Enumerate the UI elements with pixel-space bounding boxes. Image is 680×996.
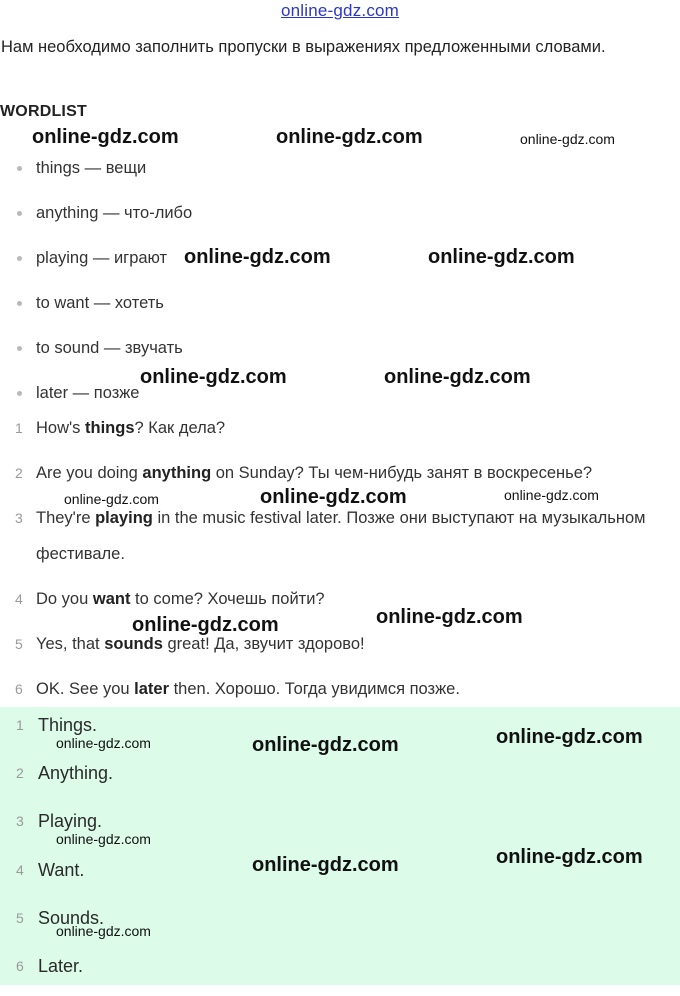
answer-text: Want. <box>38 859 85 880</box>
watermark: online-gdz.com <box>184 246 331 268</box>
wordlist-item-text: things — вещи <box>36 159 147 177</box>
watermark: online-gdz.com <box>252 734 399 756</box>
example-text: in the music festival later. Позже они выступают на музыкальном фестивале. <box>36 509 646 563</box>
answer-text: Things. <box>38 715 98 735</box>
wordlist-item-text: later — позже <box>36 384 140 402</box>
wordlist-item <box>0 240 680 285</box>
wordlist-item-text: anything — что-либо <box>36 204 193 222</box>
watermark: online-gdz.com <box>56 735 151 751</box>
example-text: great! Да, звучит здорово! <box>162 635 365 653</box>
watermark: online-gdz.com <box>496 846 643 868</box>
example-number: 1 <box>15 420 23 436</box>
example-text: to come? Хочешь пойти? <box>130 590 325 608</box>
bullet-icon <box>17 391 22 396</box>
example-number: 6 <box>15 681 23 697</box>
answer-number: 1 <box>16 717 24 733</box>
example-text: OK. See you <box>36 680 135 698</box>
example-item <box>0 581 680 626</box>
bullet-icon <box>17 346 22 351</box>
answer-number: 4 <box>16 861 24 878</box>
watermark: online-gdz.com <box>520 131 615 147</box>
answer-number: 2 <box>16 765 24 782</box>
answer-text: Later. <box>38 955 84 976</box>
wordlist-item-text: to sound — звучать <box>36 339 183 357</box>
wordlist <box>0 150 680 420</box>
example-text: on Sunday? Ты чем-нибудь занят в воскресенье? <box>211 464 593 482</box>
wordlist-item <box>0 285 680 330</box>
answer-text: Anything. <box>38 763 114 784</box>
watermark: online-gdz.com <box>276 126 423 148</box>
wordlist-item <box>0 330 680 375</box>
bullet-icon <box>17 166 22 171</box>
answer-text: Playing. <box>38 811 103 832</box>
example-item <box>0 626 680 671</box>
answer-number: 6 <box>16 957 24 974</box>
example-keyword: anything <box>142 464 212 482</box>
watermark: online-gdz.com <box>376 606 523 628</box>
example-item <box>0 500 680 581</box>
example-number: 4 <box>15 591 23 607</box>
answer-number: 3 <box>16 813 24 830</box>
watermark: online-gdz.com <box>504 487 599 503</box>
example-text: ? Как дела? <box>134 419 226 437</box>
bullet-icon <box>17 301 22 306</box>
task-intro: Нам необходимо заполнить пропуски в выражениях предложенными словами. <box>1 38 606 56</box>
site-link[interactable]: online-gdz.com <box>280 1 400 20</box>
example-sentences <box>0 410 680 716</box>
wordlist-item <box>0 150 680 195</box>
answer-text: Sounds. <box>38 907 105 928</box>
wordlist-item-text: to want — хотеть <box>36 294 164 312</box>
example-text: How's <box>36 419 85 437</box>
example-text: then. Хорошо. Тогда увидимся позже. <box>169 680 460 698</box>
watermark: online-gdz.com <box>140 366 287 388</box>
watermark: online-gdz.com <box>260 486 407 508</box>
example-text: Are you doing <box>36 464 143 482</box>
example-keyword: later <box>134 680 169 698</box>
example-number: 3 <box>15 510 23 526</box>
example-keyword: things <box>85 419 135 437</box>
watermark: online-gdz.com <box>252 854 399 876</box>
answer-item <box>0 948 680 996</box>
example-item <box>0 410 680 455</box>
example-text: Do you <box>36 590 93 608</box>
bullet-icon <box>17 211 22 216</box>
example-keyword: playing <box>95 509 153 527</box>
watermark: online-gdz.com <box>428 246 575 268</box>
example-text: They're <box>36 509 96 527</box>
example-number: 5 <box>15 636 23 652</box>
watermark: online-gdz.com <box>64 491 159 507</box>
example-keyword: sounds <box>104 635 163 653</box>
answer-number: 5 <box>16 909 24 926</box>
watermark: online-gdz.com <box>56 831 151 847</box>
answer-item <box>0 755 680 803</box>
watermark: online-gdz.com <box>32 126 179 148</box>
example-number: 2 <box>15 465 23 481</box>
watermark: online-gdz.com <box>56 923 151 939</box>
watermark: online-gdz.com <box>496 726 643 748</box>
example-text: Yes, that <box>36 635 105 653</box>
wordlist-item <box>0 195 680 240</box>
example-keyword: want <box>92 590 131 608</box>
bullet-icon <box>17 256 22 261</box>
watermark: online-gdz.com <box>132 614 279 636</box>
wordlist-title: WORDLIST <box>0 103 87 120</box>
watermark: online-gdz.com <box>384 366 531 388</box>
wordlist-item-text: playing — играют <box>36 249 168 267</box>
